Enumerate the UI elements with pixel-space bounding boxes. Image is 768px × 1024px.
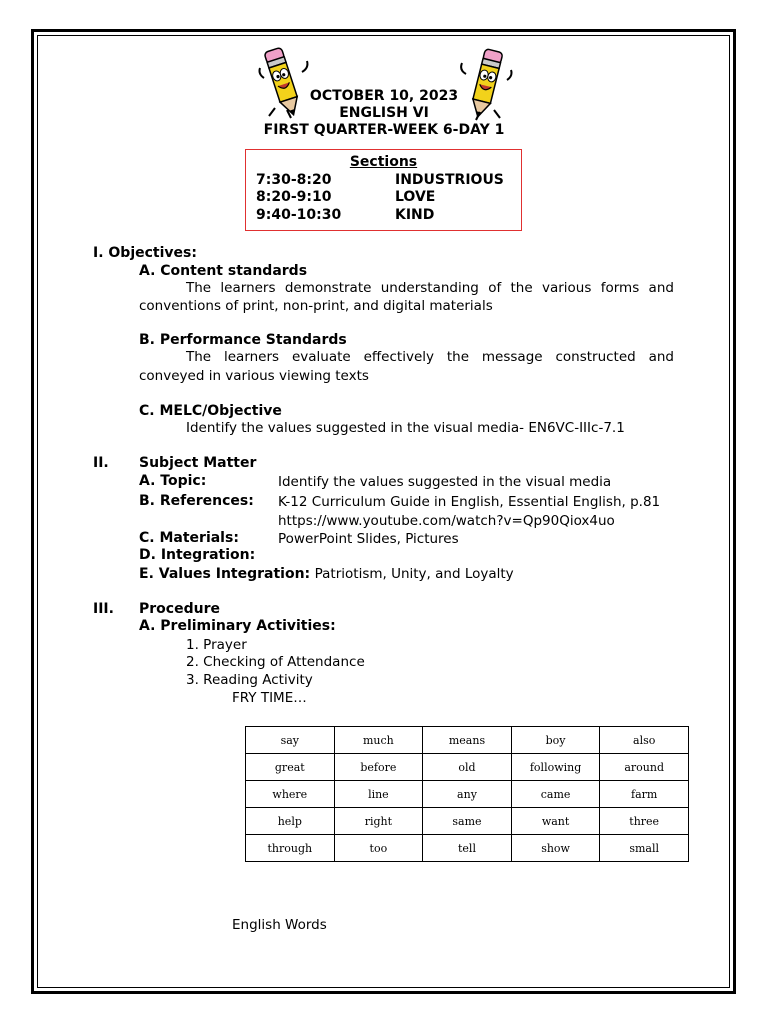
section-name: LOVE <box>395 189 436 205</box>
table-cell: old <box>423 754 512 781</box>
topic-value: Identify the values suggested in the visual media <box>278 474 612 490</box>
performance-standards-label: B. Performance Standards <box>139 332 347 348</box>
table-cell: tell <box>423 835 512 862</box>
content-standards-label: A. Content standards <box>139 263 308 279</box>
table-cell: show <box>511 835 600 862</box>
table-cell: means <box>423 727 512 754</box>
table-cell: three <box>600 808 689 835</box>
table-cell: too <box>334 835 423 862</box>
objectives-heading: I. Objectives: <box>93 245 197 261</box>
melc-text: Identify the values suggested in the visual media- EN6VC-IIIc-7.1 <box>186 420 625 436</box>
lesson-subject: ENGLISH VI <box>339 105 429 121</box>
values-integration <box>139 566 514 583</box>
table-cell: farm <box>600 781 689 808</box>
table-cell: boy <box>511 727 600 754</box>
section-time: 9:40-10:30 <box>256 207 342 223</box>
materials-value: PowerPoint Slides, Pictures <box>278 531 459 547</box>
table-cell: before <box>334 754 423 781</box>
section-time: 7:30-8:20 <box>256 172 332 188</box>
table-cell: say <box>246 727 335 754</box>
section-name: INDUSTRIOUS <box>395 172 504 188</box>
fry-words-table <box>245 726 689 862</box>
procedure-numeral: III. <box>93 601 114 617</box>
performance-standards-line1: The learners evaluate effectively the message constructed and <box>186 349 674 365</box>
integration-label: D. Integration: <box>139 547 256 563</box>
table-cell: much <box>334 727 423 754</box>
table-row <box>246 835 689 862</box>
performance-standards-line2: conveyed in various viewing texts <box>139 368 369 384</box>
table-cell: also <box>600 727 689 754</box>
references-url: https://www.youtube.com/watch?v=Qp90Qiox4uo <box>278 513 615 529</box>
section-time: 8:20-9:10 <box>256 189 332 205</box>
melc-label: C. MELC/Objective <box>139 403 282 419</box>
table-cell: small <box>600 835 689 862</box>
table-cell: through <box>246 835 335 862</box>
table-cell: around <box>600 754 689 781</box>
table-row <box>246 727 689 754</box>
procedure-item: 3. Reading Activity <box>186 672 313 688</box>
procedure-item: 1. Prayer <box>186 637 247 653</box>
table-cell: came <box>511 781 600 808</box>
procedure-heading: Procedure <box>139 601 220 617</box>
table-caption: English Words <box>232 917 327 933</box>
table-cell: want <box>511 808 600 835</box>
topic-label: A. Topic: <box>139 473 207 489</box>
subject-matter-numeral: II. <box>93 455 109 471</box>
content-standards-line2: conventions of print, non-print, and digital materials <box>139 298 493 314</box>
table-cell: following <box>511 754 600 781</box>
table-cell: same <box>423 808 512 835</box>
table-row <box>246 781 689 808</box>
table-cell: help <box>246 808 335 835</box>
section-name: KIND <box>395 207 435 223</box>
subject-matter-heading: Subject Matter <box>139 455 257 471</box>
table-cell: where <box>246 781 335 808</box>
table-cell: great <box>246 754 335 781</box>
table-row <box>246 808 689 835</box>
content-standards-line1: The learners demonstrate understanding of the various forms and <box>186 280 674 296</box>
values-integration-value: Patriotism, Unity, and Loyalty <box>314 566 514 582</box>
procedure-item: 2. Checking of Attendance <box>186 654 365 670</box>
table-cell: line <box>334 781 423 808</box>
table-cell: any <box>423 781 512 808</box>
preliminary-activities-label: A. Preliminary Activities: <box>139 618 336 634</box>
table-cell: right <box>334 808 423 835</box>
sections-title: Sections <box>349 154 418 170</box>
values-integration-label: E. Values Integration: <box>139 566 311 582</box>
fry-time-label: FRY TIME… <box>232 690 307 706</box>
materials-label: C. Materials: <box>139 530 239 546</box>
references-label: B. References: <box>139 493 254 509</box>
table-row <box>246 754 689 781</box>
lesson-date: OCTOBER 10, 2023 <box>309 88 459 104</box>
lesson-quarter: FIRST QUARTER-WEEK 6-DAY 1 <box>263 122 505 138</box>
references-value: K-12 Curriculum Guide in English, Essential English, p.81 <box>278 494 661 510</box>
